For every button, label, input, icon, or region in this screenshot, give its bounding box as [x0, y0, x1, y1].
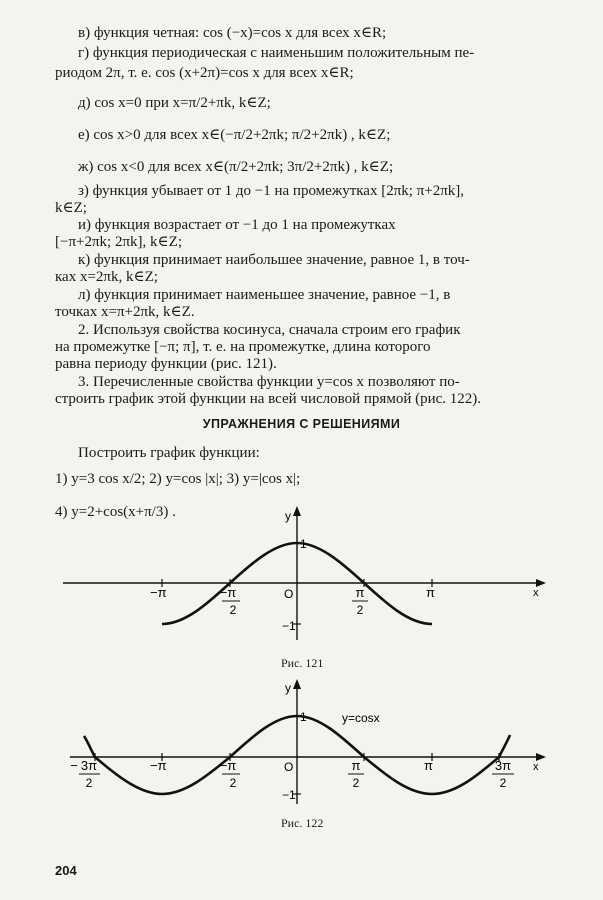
y-tick-label-1: 1: [300, 710, 307, 724]
text-line: ж) cos x<0 для всех x∈(π/2+2πk; 3π/2+2πk) , k∈Z;: [78, 159, 394, 175]
text-line: 3. Перечисленные свойства функции y=cos x позволяют по-: [78, 374, 460, 390]
page-number: 204: [55, 863, 77, 878]
figure-122: [0, 672, 603, 812]
y-axis-arrow: [293, 679, 301, 689]
x-axis-arrow: [536, 753, 546, 761]
exercise-line: 4) y=2+cos(x+π/3) .: [55, 504, 176, 520]
tick-label-half-pi: [348, 758, 364, 790]
y-tick-label-neg1: −1: [282, 788, 296, 802]
tick-label-3half-pi: [492, 758, 514, 790]
tick-label-pi: π: [424, 758, 433, 773]
tick-label-neg-pi: −π: [150, 758, 167, 773]
figure-121-caption: Рис. 121: [281, 656, 324, 670]
text-line: точках x=π+2πk, k∈Z.: [55, 304, 195, 320]
text-line: на промежутке [−π; π], т. е. на промежутке, длина которого: [55, 339, 431, 355]
svg-text:π: π: [351, 758, 361, 773]
text-line: г) функция периодическая с наименьшим положительным пе-: [78, 45, 475, 61]
tick-label-neg-3half-pi: [70, 758, 100, 790]
y-axis-label: y: [285, 681, 291, 695]
text-line: равна периоду функции (рис. 121).: [55, 356, 277, 372]
tick-label-half-pi: [352, 585, 368, 617]
y-tick-label-neg1: −1: [282, 619, 296, 633]
y-axis-arrow: [293, 506, 301, 516]
y-axis-label: y: [285, 509, 291, 523]
origin-label: O: [284, 587, 294, 601]
tick-label-pi: π: [426, 585, 435, 600]
exercise-line: 1) y=3 cos x/2; 2) y=cos |x|; 3) y=|cos x|;: [55, 471, 301, 487]
svg-text:2: 2: [229, 776, 237, 790]
figure-121: [0, 500, 603, 650]
exercise-line: Построить график функции:: [78, 445, 260, 461]
x-axis-arrow: [536, 579, 546, 587]
text-line: 2. Используя свойства косинуса, сначала строим его график: [78, 322, 461, 338]
svg-text:π: π: [355, 585, 365, 600]
text-line: е) cos x>0 для всех x∈(−π/2+2πk; π/2+2πk) , k∈Z;: [78, 127, 391, 143]
svg-text:2: 2: [499, 776, 507, 790]
svg-text:3π: 3π: [494, 758, 512, 773]
curve-label: y=cosx: [342, 711, 380, 725]
text-line: ках x=2πk, k∈Z;: [55, 269, 158, 285]
x-axis-label: x: [533, 587, 539, 599]
origin-label: O: [284, 760, 294, 774]
text-line: л) функция принимает наименьшее значение, равное −1, в: [78, 287, 451, 303]
text-line: k∈Z;: [55, 200, 87, 216]
tick-label-neg-pi: −π: [150, 585, 167, 600]
svg-text:2: 2: [85, 776, 93, 790]
svg-text:−: −: [70, 758, 78, 773]
text-line: к) функция принимает наибольшее значение, равное 1, в точ-: [78, 252, 470, 268]
text-line: в) функция четная: cos (−x)=cos x для всех x∈R;: [78, 25, 387, 41]
figure-122-caption: Рис. 122: [281, 816, 324, 830]
svg-text:3π: 3π: [80, 758, 98, 773]
text-line: строить график этой функции на всей числовой прямой (рис. 122).: [55, 391, 482, 407]
x-axis-label: x: [533, 761, 539, 773]
tick-label-neg-half-pi: [220, 758, 240, 790]
tick-label-neg-half-pi: [220, 585, 240, 617]
text-line: и) функция возрастает от −1 до 1 на промежутках: [78, 217, 396, 233]
section-heading: УПРАЖНЕНИЯ С РЕШЕНИЯМИ: [202, 417, 401, 431]
svg-text:−π: −π: [219, 585, 237, 600]
text-line: д) cos x=0 при x=π/2+πk, k∈Z;: [78, 95, 271, 111]
svg-text:2: 2: [356, 603, 364, 617]
text-line: з) функция убывает от 1 до −1 на промежутках [2πk; π+2πk],: [78, 183, 465, 199]
svg-text:2: 2: [352, 776, 360, 790]
svg-text:2: 2: [229, 603, 237, 617]
text-line: [−π+2πk; 2πk], k∈Z;: [55, 234, 182, 250]
y-tick-label-1: 1: [300, 537, 307, 551]
text-line: риодом 2π, т. е. cos (x+2π)=cos x для всех x∈R;: [55, 65, 354, 81]
svg-text:−π: −π: [219, 758, 237, 773]
